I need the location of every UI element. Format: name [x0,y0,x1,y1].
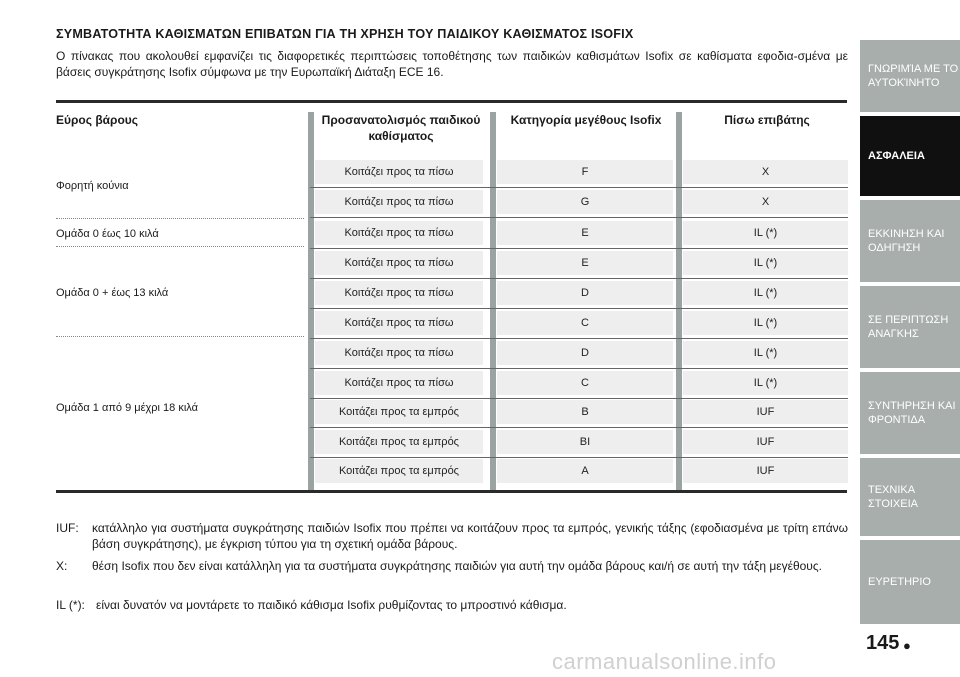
table-cell-category: D [497,341,673,365]
column-divider [676,112,682,492]
row-divider [310,217,848,218]
tab-know-car[interactable] [860,40,960,112]
tab-technical-data[interactable] [860,458,960,536]
table-top-rule [56,100,847,103]
group-label: Φορητή κούνια [56,180,129,192]
table-cell-orientation: Κοιτάζει προς τα εμπρός [315,459,483,483]
group-label: Ομάδα 1 από 9 μέχρι 18 κιλά [56,402,198,414]
table-cell-category: B [497,400,673,424]
table-cell-orientation: Κοιτάζει προς τα πίσω [315,281,483,305]
table-cell-rear: IUF [683,430,848,454]
table-cell-orientation: Κοιτάζει προς τα πίσω [315,160,483,184]
tab-index[interactable] [860,540,960,624]
footnote-key: IL (*): [56,598,85,612]
tab-label: ΣΕ ΠΕΡΙΠΤΩΣΗ ΑΝΑΓΚΗΣ [868,314,949,340]
table-cell-category: D [497,281,673,305]
tab-label: ΑΣΦΑΛΕΙΑ [868,150,925,162]
group-label: Ομάδα 0 έως 10 κιλά [56,228,159,240]
table-bottom-rule [56,490,847,493]
table-cell-category: A [497,459,673,483]
footnote-il [56,597,848,615]
table-cell-orientation: Κοιτάζει προς τα πίσω [315,251,483,275]
tab-label: ΓΝΩΡΙΜΊΑ ΜΕ ΤΟ ΑΥΤΟΚΊΝΗΤΟ [868,63,959,89]
row-divider [310,398,848,399]
table-cell-category: BI [497,430,673,454]
row-divider [310,427,848,428]
footnote-text: είναι δυνατόν να μοντάρετε το παιδικό κάθισμα Isofix ρυθμίζοντας το μπροστινό κάθισμα. [96,598,567,612]
table-cell-orientation: Κοιτάζει προς τα πίσω [315,311,483,335]
row-divider [310,368,848,369]
table-cell-category: F [497,160,673,184]
table-cell-orientation: Κοιτάζει προς τα πίσω [315,341,483,365]
watermark: carmanualsonline.info [552,649,777,674]
row-divider [310,187,848,188]
group-divider [56,218,304,219]
table-cell-rear: X [683,190,848,214]
footnote-text: θέση Isofix που δεν είναι κατάλληλη για τα συστήματα συγκράτησης παιδιών για αυτή την ομάδα βάρους και/ή σε αυτή την τάξη μεγέθους. [92,559,822,573]
table-cell-category: C [497,311,673,335]
table-cell-rear: IL (*) [683,341,848,365]
tab-maintenance[interactable] [860,372,960,454]
tab-emergency[interactable] [860,286,960,368]
table-cell-category: E [497,251,673,275]
page-title: ΣΥΜΒΑΤΟΤΗΤΑ ΚΑΘΙΣΜΑΤΩΝ ΕΠΙΒΑΤΩΝ ΓΙΑ ΤΗ ΧΡΗΣΗ ΤΟΥ ΠΑΙΔΙΚΟΥ ΚΑΘΙΣΜΑΤΟΣ ISOFIX [56,27,634,41]
header-rear-passenger: Πίσω επιβάτης [724,113,810,127]
footnote-text: κατάλληλο για συστήματα συγκράτησης παιδιών Isofix που πρέπει να κοιτάζουν προς τα εμπρός, γενικής τάξης (εφοδιασμένα με τρίτη επάνω βάση συγκράτησης), με έγκριση τύπου για τη σχετική ομάδα βάρους. [92,521,848,551]
group-divider [56,246,304,247]
tab-label: ΣΥΝΤΗΡΗΣΗ ΚΑΙ ΦΡΟΝΤΙΔΑ [868,400,956,426]
footnote-x [56,558,848,594]
table-cell-rear: IUF [683,459,848,483]
table-cell-orientation: Κοιτάζει προς τα πίσω [315,371,483,395]
tab-label: ΕΥΡΕΤΗΡΙΟ [868,576,931,588]
table-cell-orientation: Κοιτάζει προς τα εμπρός [315,430,483,454]
page-number: 145 [866,632,900,654]
group-divider [56,336,304,337]
table-cell-orientation: Κοιτάζει προς τα πίσω [315,221,483,245]
group-label: Ομάδα 0 + έως 13 κιλά [56,287,169,299]
tab-safety[interactable] [860,116,960,196]
page-number-dot: ● [903,638,911,653]
tab-label: ΤΕΧΝΙΚΑ ΣΤΟΙΧΕΙΑ [868,484,918,510]
footnote-key: IUF: [56,521,79,535]
intro-paragraph: Ο πίνακας που ακολουθεί εμφανίζει τις διαφορετικές περιπτώσεις τοποθέτησης των παιδικών καθισμάτων Isofix σε καθίσματα εφοδια-σμένα με βάσεις συγκράτησης Isofix σύμφωνα με την Ευρωπαϊκή Διάταξη ECE 16. [56,49,848,79]
header-orientation: Προσανατολισμός παιδικού καθίσματος [321,113,481,143]
table-cell-rear: X [683,160,848,184]
header-category: Κατηγορία μεγέθους Isofix [510,113,662,127]
tab-starting-driving[interactable] [860,200,960,282]
table-cell-rear: IL (*) [683,311,848,335]
row-divider [310,457,848,458]
table-cell-rear: IL (*) [683,251,848,275]
table-cell-orientation: Κοιτάζει προς τα πίσω [315,190,483,214]
table-cell-category: G [497,190,673,214]
table-cell-rear: IUF [683,400,848,424]
row-divider [310,278,848,279]
footnote-iuf [56,520,848,556]
column-divider [490,112,496,492]
table-cell-orientation: Κοιτάζει προς τα εμπρός [315,400,483,424]
header-weight: Εύρος βάρους [56,113,138,127]
table-cell-category: C [497,371,673,395]
table-cell-rear: IL (*) [683,371,848,395]
row-divider [310,248,848,249]
column-divider [308,112,314,492]
footnote-key: X: [56,559,68,573]
table-cell-rear: IL (*) [683,281,848,305]
table-cell-category: E [497,221,673,245]
tab-label: ΕΚΚΙΝΗΣΗ ΚΑΙ ΟΔΗΓΗΣΗ [868,228,945,254]
row-divider [310,338,848,339]
row-divider [310,308,848,309]
table-cell-rear: IL (*) [683,221,848,245]
